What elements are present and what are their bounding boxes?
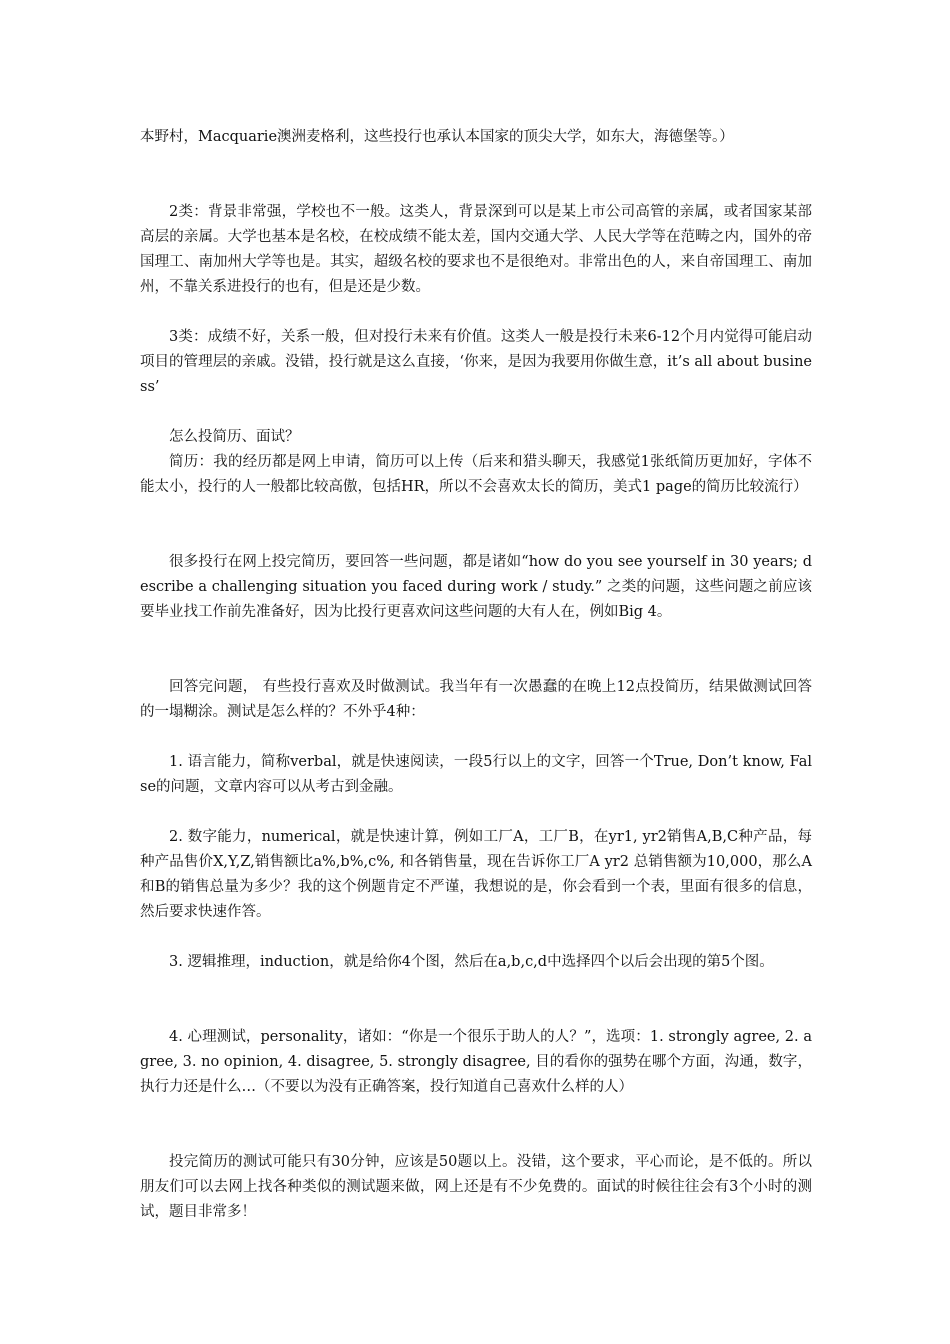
paragraph-test-duration: 投完简历的测试可能只有30分钟，应该是50题以上。没错，这个要求，平心而论，是不低的。所以朋友们可以去网上找各种类似的测试题来做，网上还是有不少免费的。面试的时候往往会有3个小时的测试，题目非常多！ [140, 1154, 812, 1220]
paragraph-tests-intro: 回答完问题， 有些投行喜欢及时做测试。我当年有一次愚蠢的在晚上12点投简历，结果做测试回答的一塌糊涂。测试是怎么样的？不外乎4种： [140, 679, 812, 720]
paragraph-top-tier-universities: 本野村，Macquarie澳洲麦格利，这些投行也承认本国家的顶尖大学，如东大，海德堡等。） [140, 129, 734, 145]
list-item-personality: 4. 心理测试，personality，诸如：“你是一个很乐于助人的人？”，选项：1. strongly agree, 2. agree, 3. no opinion, 4. disagree, 5. strongly disagree, 目的看你的强势在哪个方面，沟通，数字，执行力还是什么…（不要以为没有正确答案，投行知道自己喜欢什么样的人） [140, 1029, 812, 1095]
section-heading-resume-interview: 怎么投简历、面试？ [169, 429, 300, 445]
paragraph-category-2: 2类：背景非常强，学校也不一般。这类人，背景深到可以是某上市公司高管的亲属，或者国家某部高层的亲属。大学也基本是名校，在校成绩不能太差，国内交通大学、人民大学等在范畴之内，国外的帝国理工、南加州大学等也是。其实，超级名校的要求也不是很绝对。非常出色的人，来自帝国理工、南加州，不靠关系进投行的也有，但是还是少数。 [140, 204, 812, 295]
list-item-verbal: 1. 语言能力，简称verbal，就是快速阅读，一段5行以上的文字，回答一个True, Don’t know, False的问题，文章内容可以从考古到金融。 [140, 754, 812, 795]
paragraph-category-3: 3类：成绩不好，关系一般，但对投行未来有价值。这类人一般是投行未来6-12个月内觉得可能启动项目的管理层的亲戚。没错，投行就是这么直接，‘你来，是因为我要用你做生意，it’s all about business’ [140, 329, 812, 395]
list-item-induction: 3. 逻辑推理，induction，就是给你4个图，然后在a,b,c,d中选择四个以后会出现的第5个图。 [169, 954, 774, 970]
list-item-numerical: 2. 数字能力，numerical，就是快速计算，例如工厂A，工厂B，在yr1, yr2销售A,B,C种产品，每种产品售价X,Y,Z,销售额比a%,b%,c%, 和各销售量，现在告诉你工厂A yr2 总销售额为10,000，那么A和B的销售总量为多少？我的这个例题肯定不严谨，我想说的是，你会看到一个表，里面有很多的信息，然后要求快速作答。 [140, 829, 812, 920]
paragraph-resume: 简历：我的经历都是网上申请，简历可以上传（后来和猎头聊天，我感觉1张纸简历更加好，字体不能太小，投行的人一般都比较高傲，包括HR，所以不会喜欢太长的简历，美式1 page的简历比较流行） [140, 454, 812, 495]
paragraph-online-questions: 很多投行在网上投完简历，要回答一些问题，都是诸如“how do you see yourself in 30 years; describe a challenging situation you faced during work / study.” 之类的问题，这些问题之前应该要毕业找工作前先准备好，因为比投行更喜欢问这些问题的大有人在，例如Big 4。 [140, 554, 812, 620]
